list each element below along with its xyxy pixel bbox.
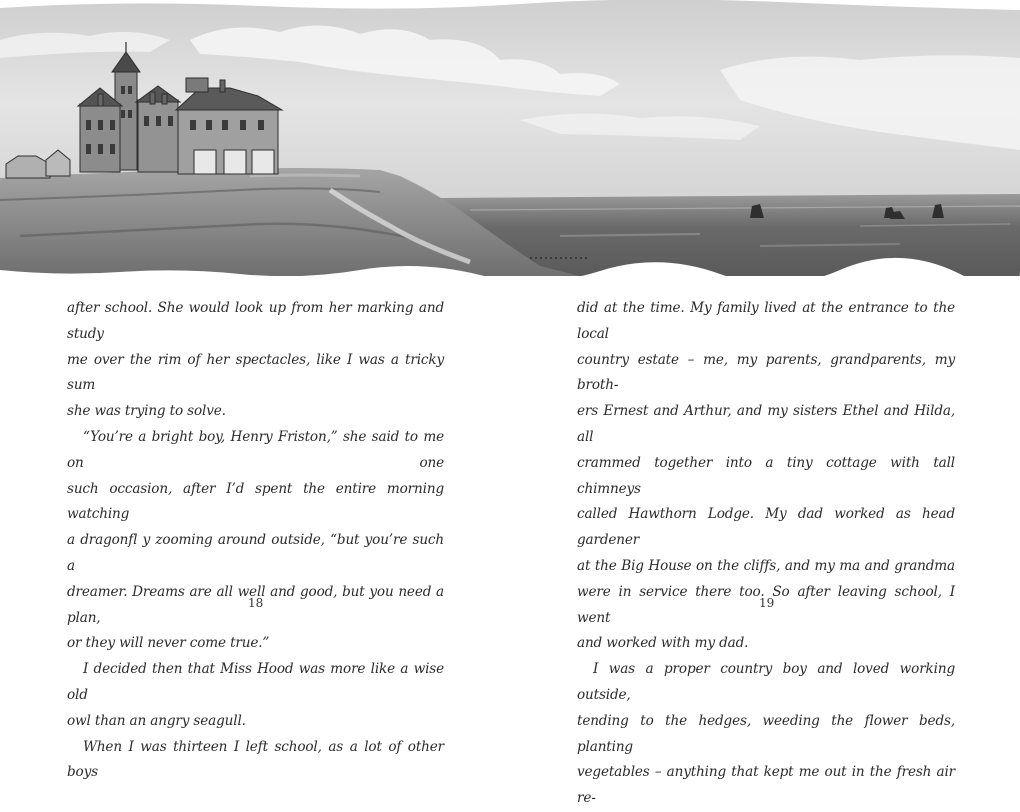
- clifftop-house-illustration: [0, 0, 1020, 282]
- text-line: called Hawthorn Lodge. My dad worked as head gardener: [577, 506, 955, 549]
- text-line: owl than an angry seagull.: [67, 712, 246, 729]
- text-line: crammed together into a tiny cottage with tall chimneys: [577, 454, 955, 497]
- text-line: or they will never come true.”: [67, 635, 270, 652]
- text-line: she was trying to solve.: [67, 403, 226, 420]
- text-line: ers Ernest and Arthur, and my sisters Ethel and Hilda, all: [577, 403, 955, 445]
- text-line: and worked with my dad.: [577, 635, 749, 652]
- page-number-right: 19: [759, 596, 775, 610]
- text-line: a dragonfl y zooming around outside, “but you’re such a: [67, 532, 444, 574]
- text-line: tending to the hedges, weeding the flower beds, planting: [577, 712, 955, 755]
- text-line: after school. She would look up from her marking and study: [67, 300, 444, 342]
- text-line: vegetables – anything that kept me out in the fresh air re-: [577, 764, 955, 807]
- text-line: were in service there too. So after leaving school, I went: [577, 583, 955, 626]
- text-line: When I was thirteen I left school, as a lot of other boys: [67, 738, 444, 781]
- text-line: did at the time. My family lived at the entrance to the local: [577, 300, 955, 342]
- page-number-left: 18: [248, 596, 264, 610]
- text-line: I was a proper country boy and loved working outside,: [577, 661, 955, 703]
- text-line: me over the rim of her spectacles, like I was a tricky sum: [67, 351, 444, 394]
- text-line: I decided then that Miss Hood was more like a wise old: [67, 661, 444, 703]
- text-line: country estate – me, my parents, grandparents, my broth-: [577, 351, 955, 394]
- text-line: “You’re a bright boy, Henry Friston,” she said to me on one: [67, 428, 444, 471]
- text-line: such occasion, after I’d spent the entire morning watching: [67, 480, 444, 523]
- right-page-text: [577, 296, 955, 812]
- left-page-text: [67, 296, 444, 786]
- text-line: at the Big House on the cliffs, and my ma and grandma: [577, 557, 955, 574]
- text-line: dreamer. Dreams are all well and good, but you need a plan,: [67, 583, 444, 626]
